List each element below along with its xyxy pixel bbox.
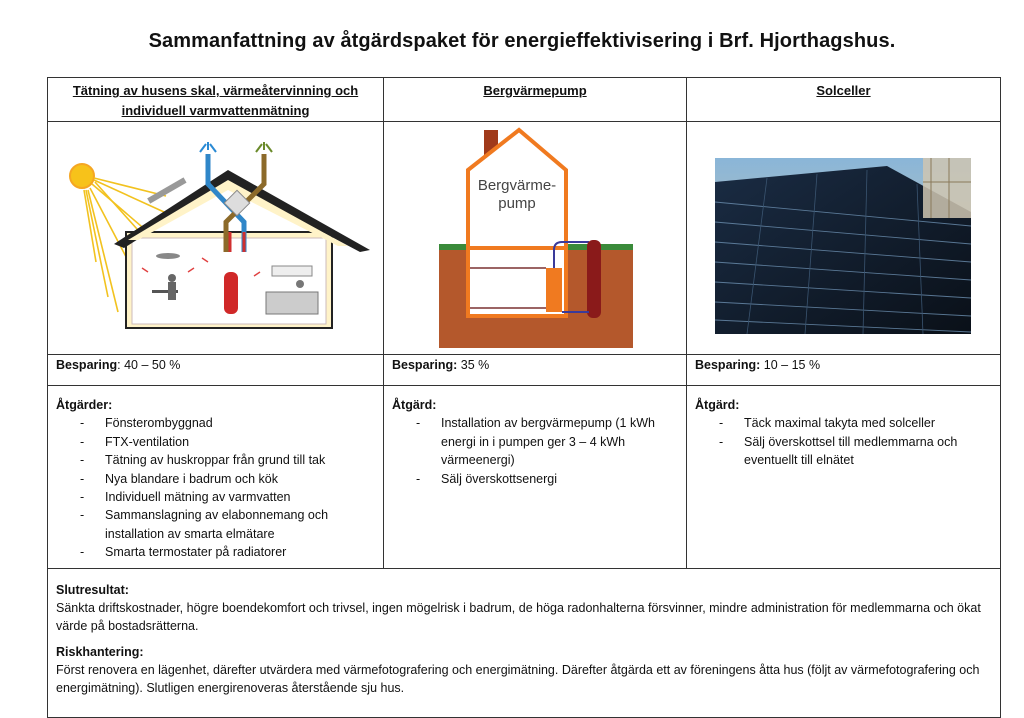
- actions-label: Åtgärd:: [392, 398, 437, 412]
- list-item: - Sammanslagning av elabonnemang och installation av smarta elmätare: [80, 508, 329, 541]
- actions-cell: [687, 386, 1001, 569]
- column-header: Bergvärmepump: [384, 78, 687, 122]
- actions-list: [56, 414, 375, 561]
- actions-label: Åtgärder:: [56, 398, 113, 412]
- column-header: Solceller: [687, 78, 1001, 122]
- savings-value: : 40 – 50 %: [117, 358, 181, 372]
- column-header: Tätning av husens skal, värmeåtervinning och individuell varmvattenmätning: [48, 78, 384, 122]
- actions-cell: [48, 386, 384, 569]
- list-item: - FTX-ventilation: [80, 434, 190, 449]
- heatpump-label-line2: pump: [498, 195, 536, 212]
- list-item: - Sälj överskottsenergi: [416, 471, 558, 486]
- list-item: - Nya blandare i badrum och kök: [80, 471, 279, 486]
- actions-cell: [384, 386, 687, 569]
- summary-row: [48, 569, 1001, 718]
- savings-cell: [687, 355, 1001, 386]
- list-item: - Individuell mätning av varmvatten: [80, 490, 291, 505]
- page-title: Sammanfattning av åtgärdspaket för energieffektivisering i Brf. Hjorthagshus.: [148, 30, 896, 52]
- list-item: - Sälj överskottsel till medlemmarna och eventuellt till elnätet: [719, 434, 958, 468]
- risk-text: Först renovera en lägenhet, därefter utvärdera med värmefotografering och energimätning. Därefter åtgärda ett av föreningens åtta hus (följt av värmefotografering och energimätning). Slutligen energirenoveras återstående sju hus.: [56, 663, 980, 695]
- risk-label: Riskhantering:: [56, 645, 144, 659]
- savings-value: 35 %: [457, 358, 490, 372]
- savings-cell: [384, 355, 687, 386]
- actions-list: [392, 414, 678, 488]
- solar-photo-cell: [687, 122, 1001, 355]
- list-item: - Fönsterombyggnad: [80, 416, 213, 431]
- house-ventilation-illustration: [48, 122, 384, 354]
- header-row: [48, 78, 1001, 122]
- savings-value: 10 – 15 %: [760, 358, 821, 372]
- summary-cell: [48, 569, 1001, 718]
- heatpump-illustration-cell: [384, 122, 687, 355]
- actions-row: [48, 386, 1001, 569]
- result-label: Slutresultat:: [56, 583, 129, 597]
- savings-cell: [48, 355, 384, 386]
- savings-label: Besparing:: [695, 358, 761, 372]
- result-text: Sänkta driftskostnader, högre boendekomfort och trivsel, ingen mögelrisk i badrum, de höga radonhalterna försvinner, mindre administration för medlemmarna och ökat värde på bostadsrätterna.: [56, 601, 981, 633]
- list-item: - Täck maximal takyta med solceller: [719, 416, 936, 431]
- list-item: - Installation av bergvärmepump (1 kWh energi in i pumpen ger 3 – 4 kWh värmeenergi): [416, 416, 655, 468]
- actions-label: Åtgärd:: [695, 398, 740, 412]
- heatpump-label-line1: Bergvärme-: [477, 177, 557, 194]
- image-row: [48, 122, 1001, 355]
- house-illustration-cell: [48, 122, 384, 355]
- summary-table: [47, 77, 1001, 718]
- savings-label: Besparing: [56, 358, 118, 372]
- actions-list: [695, 414, 992, 469]
- list-item: - Tätning av huskroppar från grund till tak: [80, 453, 326, 468]
- savings-label: Besparing:: [392, 358, 458, 372]
- solar-panel-photo: [687, 122, 1001, 354]
- savings-row: [48, 355, 1001, 386]
- heatpump-illustration: [384, 122, 687, 354]
- list-item: - Smarta termostater på radiatorer: [80, 545, 287, 560]
